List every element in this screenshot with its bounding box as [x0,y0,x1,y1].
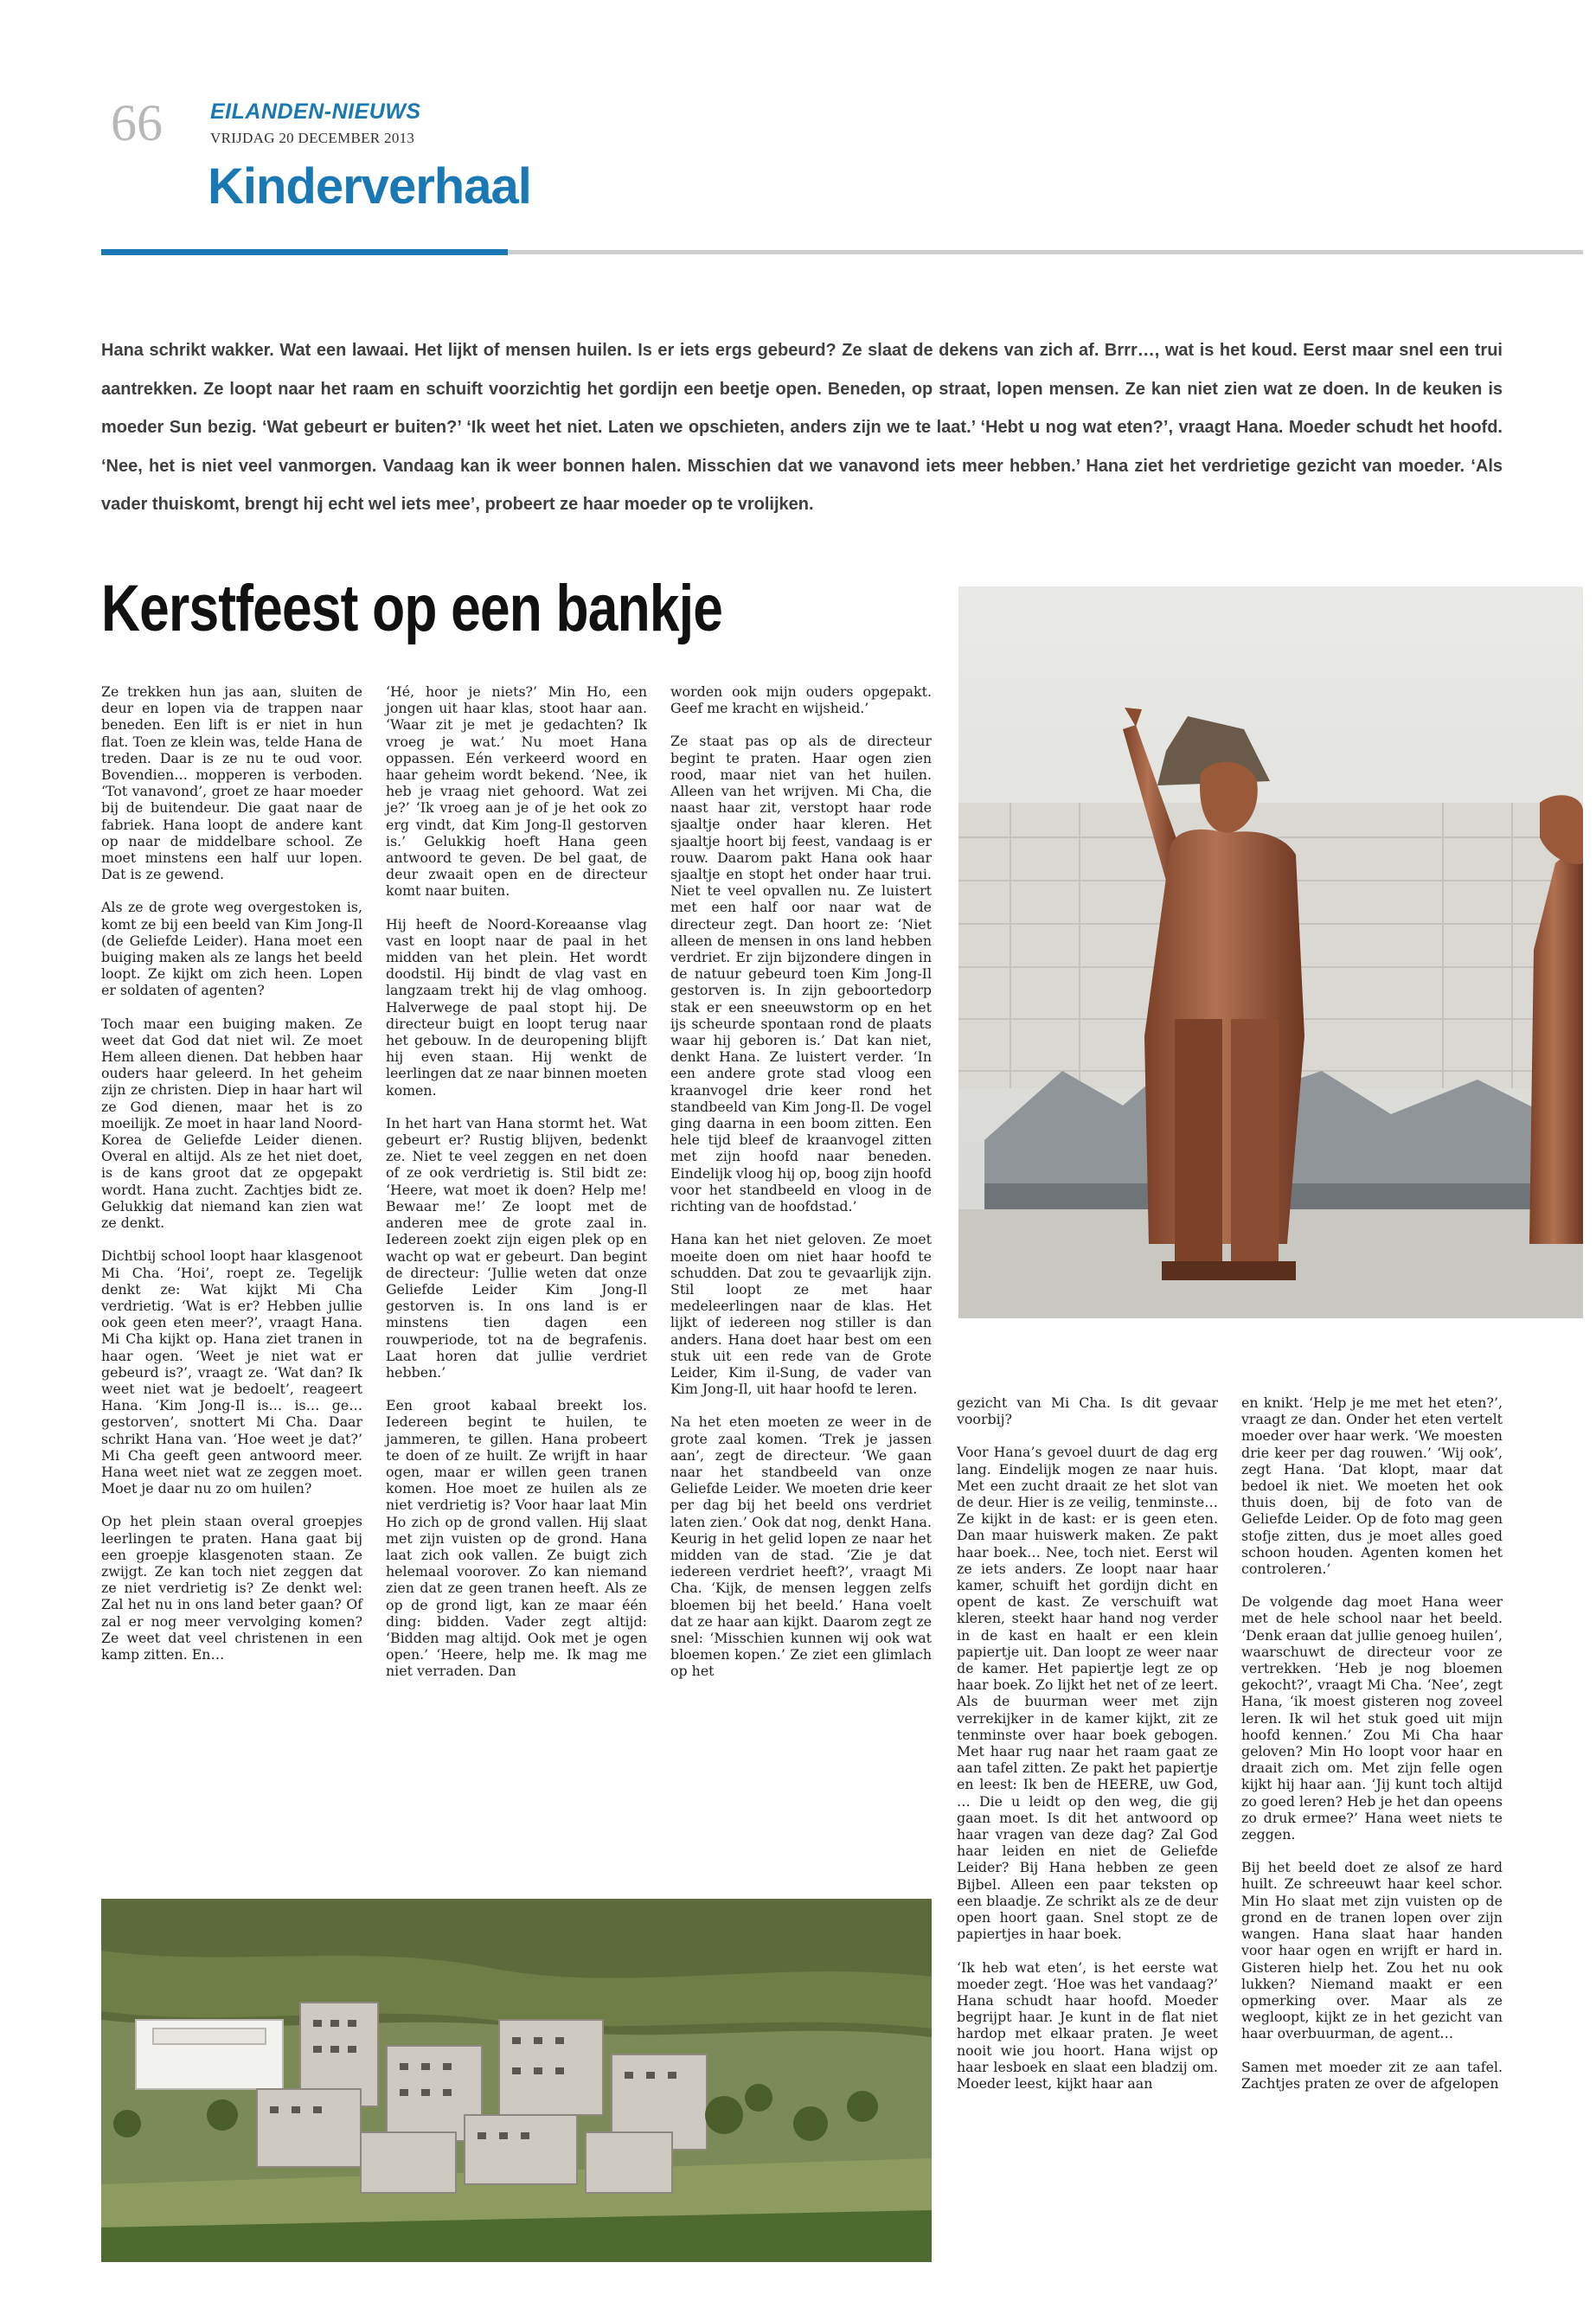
paragraph: ‘Hé, hoor je niets?’ Min Ho, een jongen uit haar klas, stoot haar aan. ‘Waar zit je met je gedachten? Ik vroeg je wat.’ Nu moet Hana oppassen. Eén verkeerd woord en haar geheim wordt bekend. ‘Nee, ik heb je vraag niet gehoord. Wat zei je?’ ‘Ik vroeg aan je of je het ook zo erg vindt, dat Kim Jong-Il gestorven is.’ Gelukkig hoeft Hana geen antwoord te geven. De bel gaat, de deur zwaait open en de directeur komt naar buiten. [386,683,647,900]
paragraph: Hij heeft de Noord-Koreaanse vlag vast en loopt naar de paal in het midden van het plein. Het wordt doodstil. Hij bindt de vlag vast en langzaam trekt hij de vlag omhoog. Halverwege de paal stopt hij. De directeur buigt en loopt terug naar het gebouw. In de deuropening blijft hij even staan. Hij wenkt de leerlingen dat ze naar binnen moeten komen. [386,915,647,1099]
article-column-4 [957,1394,1218,2092]
paragraph: Dichtbij school loopt haar klasgenoot Mi Cha. ‘Hoi’, roept ze. Tegelijk denkt ze: Wat kijkt Mi Cha verdrietig. ‘Wat is er? Hebben jullie ook geen eten meer?’, vraagt Hana. Mi Cha kijkt op. Hana ziet tranen in haar ogen. ‘Weet je niet wat er gebeurd is?’, vraagt ze. ‘Wat dan? Ik weet niet wat je bedoelt’, reageert Hana. ‘Kim Jong-Il is… is… ge… gestorven’, snottert Mi Cha. Daar schrikt Hana van. ‘Hoe weet je dat?’ Mi Cha geeft geen antwoord meer. Hana weet niet wat ze zeggen moet. Moet je daar nu zo om huilen? [101,1247,362,1497]
intro-paragraph: Hana schrikt wakker. Wat een lawaai. Het lijkt of mensen huilen. Is er iets ergs gebeurd? Ze slaat de dekens van zich af. Brrr…, wat is het koud. Eerst maar snel een trui aantrekken. Ze loopt naar het raam en schuift voorzichtig het gordijn een beetje open. Beneden, op straat, lopen mensen. Ze kan niet zien wat ze doen. In de keuken is moeder Sun bezig. ‘Wat gebeurt er buiten?’ ‘Ik weet het niet. Laten we opschieten, anders zijn we te laat.’ ‘Hebt u nog wat eten?’, vraagt Hana. Moeder schudt het hoofd. ‘Nee, het is niet veel vanmorgen. Vandaag kan ik weer bonnen halen. Misschien dat we vanavond iets meer hebben.’ Hana ziet het verdrietige gezicht van moeder. ‘Als vader thuiskomt, brengt hij echt wel iets mee’, probeert ze haar moeder op te vrolijken. [101,341,1503,514]
paragraph: Na het eten moeten ze weer in de grote zaal komen. ‘Trek je jassen aan’, zegt de directeur. ‘We gaan naar het standbeeld van onze Geliefde Leider. We moeten drie keer per dag bij het beeld ons verdriet laten zien.’ Ook dat nog, denkt Hana. Keurig in het gelid lopen ze naar het midden van de stad. ‘Zie je dat iedereen verdriet heeft?’, vraagt Mi Cha. ‘Kijk, de mensen leggen zelfs bloemen bij het beeld.’ Hana voelt dat ze haar aan kijkt. Daarom zegt ze snel: ‘Misschien kunnen wij ook wat bloemen kopen.’ Ze ziet een glimlach op het [670,1413,932,1680]
paragraph: ‘Ik heb wat eten’, is het eerste wat moeder zegt. ‘Hoe was het vandaag?’ Hana schudt haar hoofd. Moeder begrijpt haar. Je kunt in de flat niet hardop met elkaar praten. Je weet nooit wie jou hoort. Hana wijst op haar lesboek en slaat een bladzij om. Moeder leest, kijkt haar aan [957,1958,1218,2092]
paragraph: Toch maar een buiging maken. Ze weet dat God dat niet wil. Ze moet Hem alleen dienen. Dat hebben haar ouders haar geleerd. In het geheim zijn ze christen. Diep in haar hart wil ze God dienen, maar het is zo moeilijk. Ze moet in haar land Noord-Korea de Geliefde Leider dienen. Overal en altijd. Als ze het niet doet, is de kans groot dat ze opgepakt wordt. Hana zucht. Zachtjes bidt ze. Gelukkig dat niemand kan zien wat ze denkt. [101,1015,362,1232]
publication-logo: EILANDEN-NIEUWS [210,99,421,124]
article-column-3 [670,683,932,1680]
publication-date: VRIJDAG 20 DECEMBER 2013 [210,130,415,146]
paragraph: In het hart van Hana stormt het. Wat gebeurt er? Rustig blijven, bedenkt ze. Niet te veel zeggen en net doen of ze ook verdrietig is. Stil bidt ze: ‘Heere, wat moet ik doen? Help me! Bewaar me!’ Ze loopt met de anderen mee de grote zaal in. Iedereen zoekt zijn eigen plek op en wacht op wat er gebeurt. Dan begint de directeur: ‘Jullie weten dat onze Geliefde Leider Kim Jong-Il gestorven is. In ons land is er minstens tien dagen een rouwperiode, tot na de begrafenis. Laat horen dat jullie verdriet hebben.’ [386,1114,647,1381]
article-column-2 [386,683,647,1680]
paragraph: en knikt. ‘Help je me met het eten?’, vraagt ze dan. Onder het eten vertelt moeder over haar werk. ‘We moesten drie keer per dag rouwen.’ ‘Wij ook’, zegt Hana. ‘Dat klopt, maar dat bedoel ik niet. We moeten het ook thuis doen, bij de foto van de Geliefde Leider. Op de foto mag geen stofje zitten, dus je moet alles goed schoon houden. Agenten komen het controleren.’ [1241,1394,1503,1578]
paragraph: Bij het beeld doet ze alsof ze hard huilt. Ze schreeuwt haar keel schor. Min Ho slaat met zijn vuisten op de grond en de tranen lopen over zijn wangen. Hana slaat haar handen voor haar ogen en wrijft er hard in. Gisteren hielp het. Zou het nu ook lukken? Niemand maakt er een opmerking over. Maar als ze wegloopt, kijkt ze in het gezicht van haar overbuurman, de agent… [1241,1859,1503,2042]
paragraph: Ze trekken hun jas aan, sluiten de deur en lopen via de trappen naar beneden. Een lift is er niet in hun flat. Toen ze klein was, telde Hana de treden. Daar is ze nu te oud voor. Bovendien… mopperen is verboden. ‘Tot vanavond’, groet ze haar moeder bij de buitendeur. Die gaat naar de fabriek. Hana loopt de andere kant op naar de middelbare school. Ze moet minstens een half uur lopen. Dat is ze gewend. [101,683,362,883]
section-rule-accent [101,249,508,255]
section-title: Kinderverhaal [208,158,531,215]
section-rule [508,250,1583,254]
town-photo [101,1899,932,2262]
article-column-1 [101,683,362,1663]
paragraph: Samen met moeder zit ze aan tafel. Zachtjes praten ze over de afgelopen [1241,2058,1503,2092]
paragraph: De volgende dag moet Hana weer met de hele school naar het beeld. ‘Denk eraan dat jullie genoeg huilen’, waarschuwt de directeur voor ze vertrekken. ‘Heb je nog bloemen gekocht?’, vraagt Mi Cha. ‘Nee’, zegt Hana, ‘ik moest gisteren nog zoveel leren. Ik wil het stuk goed uit mijn hoofd kennen.’ Zou Mi Cha haar geloven? Min Ho loopt voor haar en draait zich om. Met zijn felle ogen kijkt hij haar aan. ‘Jij kunt toch altijd zo goed leren? Heb je het dan opeens zo druk ermee?’ Hana weet niets te zeggen. [1241,1593,1503,1843]
paragraph: Hana kan het niet geloven. Ze moet moeite doen om niet haar hoofd te schudden. Dat zou te gevaarlijk zijn. Stil loopt ze met haar medeleerlingen naar de klas. Het lijkt of iedereen nog stiller is dan anders. Hana doet haar best om een stuk uit een rede van de Grote Leider, Kim il-Sung, de vader van Kim Jong-Il, uit haar hoofd te leren. [670,1231,932,1398]
paragraph: Voor Hana’s gevoel duurt de dag erg lang. Eindelijk mogen ze naar huis. Met een zucht draait ze het slot van de deur. Hier is ze veilig, tenminste… Ze kijkt in de kast: er is geen eten. Dan maar huiswerk maken. Ze pakt haar boek… Nee, toch niet. Eerst wil ze iets anders. Ze loopt naar haar kamer, schuift het gordijn dicht en opent de kast. Ze verschuift wat kleren, steekt haar hand nog verder in de kast en haalt er een klein papiertje uit. Dan loopt ze weer naar de kamer. Het papiertje legt ze op haar boek. Zo lijkt het net of ze leert. Als de buurman weer met zijn verrekijker in de kamer kijkt, zit ze tenminste over haar boek gebogen. Met haar rug naar het raam gaat ze aan tafel zitten. Ze pakt het papiertje en leest: Ik ben de HEERE, uw God, … Die u leidt op den weg, die gij gaan moet. Is dit het antwoord op haar vragen van deze dag? Zal God haar leiden en niet de Geliefde Leider? Bij Hana hebben ze geen Bijbel. Alleen een paar teksten op een blaadje. Ze schrikt als ze de deur open hoort gaan. Snel stopt ze de papiertjes in haar boek. [957,1444,1218,1943]
article-column-5 [1241,1394,1503,2092]
page-number: 66 [111,94,163,151]
paragraph: Op het plein staan overal groepjes leerlingen te praten. Hana gaat bij een groepje klasgenoten staan. Ze zwijgt. Ze kan toch niet zeggen dat ze niet verdrietig is? Ze denkt wel: Zal het nu in ons land beter gaan? Of zal er nog meer vervolging komen? Ze weet dat veel christenen in een kamp zitten. En… [101,1513,362,1663]
statue-photo [958,586,1583,1318]
article-headline: Kerstfeest op een bankje [101,572,723,645]
paragraph: gezicht van Mi Cha. Is dit gevaar voorbij? [957,1394,1218,1428]
paragraph: worden ook mijn ouders opgepakt. Geef me kracht en wijsheid.’ [670,683,932,717]
paragraph: Een groot kabaal breekt los. Iedereen begint te huilen, te jammeren, te gillen. Hana probeert te doen of ze huilt. Ze wrijft in haar ogen, maar er willen geen tranen komen. Hoe moet ze huilen als ze niet verdrietig is? Voor haar laat Min Ho zich op de grond vallen. Hij slaat met zijn vuisten op de grond. Hana laat zich ook vallen. Ze buigt zich helemaal voorover. Zo kan niemand zien dat ze geen tranen heeft. Als ze op de grond ligt, kan ze maar één ding: bidden. Vader zegt altijd: ‘Bidden mag altijd. Ook met je ogen open.’ ‘Heere, help me. Ik mag me niet verraden. Dan [386,1397,647,1680]
paragraph: Als ze de grote weg overgestoken is, komt ze bij een beeld van Kim Jong-Il (de Geliefde Leider). Hana moet een buiging maken als ze langs het beeld loopt. Ze kijkt om zich heen. Lopen er soldaten of agenten? [101,899,362,999]
paragraph: Ze staat pas op als de directeur begint te praten. Haar ogen zien rood, maar niet van het huilen. Alleen van het wrijven. Mi Cha, die naast haar zit, verstopt haar rode sjaaltje onder haar kleren. Het sjaaltje hoort bij feest, vandaag is er rouw. Daarom pakt Hana ook haar sjaaltje en stopt het onder haar trui. Niet te veel opvallen nu. Ze luistert met een half oor naar wat de directeur zegt. Dan hoort ze: ‘Niet alleen de mensen in ons land hebben verdriet. Er zijn bijzondere dingen in de natuur gebeurd toen Kim Jong-Il gestorven is. In zijn geboortedorp stak er een sneeuwstorm op en het ijs scheurde spontaan rond de plaats waar hij geboren is.’ Dat kan niet, denkt Hana. Ze luistert verder. ‘In een andere grote stad vloog een kraanvogel drie keer rond het standbeeld van Kim Jong-Il. De vogel ging daarna in een boom zitten. Een hele tijd bleef de kraanvogel zitten met zijn hoofd naar beneden. Eindelijk vloog hij op, boog zijn hoofd voor het standbeeld en vloog in de richting van de hoofdstad.’ [670,733,932,1215]
